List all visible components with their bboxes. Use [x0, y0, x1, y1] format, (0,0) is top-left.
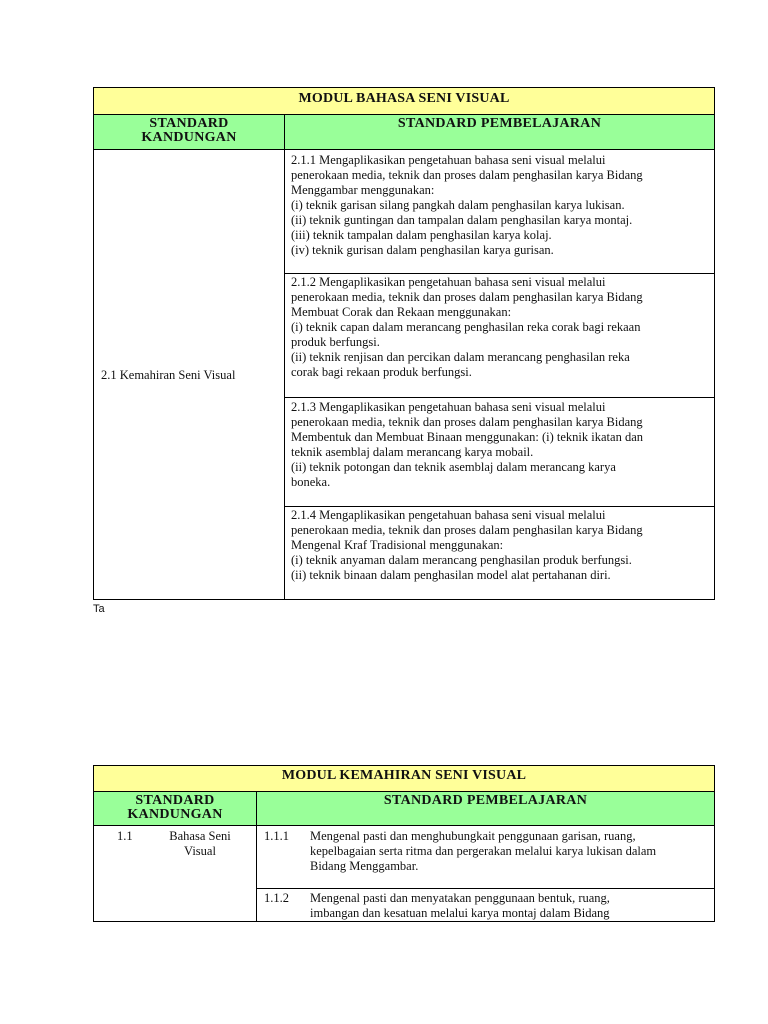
table1-row-2-1-4: 2.1.4 Mengaplikasikan pengetahuan bahasa seni visual melalui penerokaan media, teknik dan proses dalam penghasilan karya Bidang Mengenal Kraf Tradisional menggunakan: (i) teknik anyaman dalam merancang penghasilan produk berfungsi. (ii) teknik binaan dalam penghasilan model alat pertahanan diri. [291, 508, 643, 582]
table2-row-text-1: Mengenal pasti dan menghubungkait penggunaan garisan, ruang, kepelbagaian serta ritma dan pergerakan melalui karya lukisan dalam Bidang Menggambar. [310, 829, 657, 873]
table2-row-num-1: 1.1.1 [264, 829, 289, 843]
table1-row-2-1-1: 2.1.1 Mengaplikasikan pengetahuan bahasa seni visual melalui penerokaan media, teknik dan proses dalam penghasilan karya Bidang Menggambar menggunakan: (i) teknik garisan silang pangkah dalam penghasilan karya lukisan. (ii) teknik guntingan dan tampalan dalam penghasilan karya montaj. (iii) teknik tampalan dalam penghasilan karya kolaj. (iv) teknik gurisan dalam penghasilan karya gurisan. [291, 153, 643, 257]
table2-title: MODUL KEMAHIRAN SENI VISUAL [94, 766, 714, 791]
table2-kandungan-num: 1.1 [117, 829, 133, 843]
table2-header-pembelajaran: STANDARD PEMBELAJARAN [257, 792, 714, 825]
table1-header-kandungan: STANDARD KANDUNGAN [94, 115, 284, 149]
table2-row-num-2: 1.1.2 [264, 891, 289, 905]
stray-text: Ta [93, 603, 105, 615]
table2-kandungan-label: Bahasa Seni Visual [169, 829, 231, 858]
table1-row-2-1-3: 2.1.3 Mengaplikasikan pengetahuan bahasa seni visual melalui penerokaan media, teknik dan proses dalam penghasilan karya Bidang Membentuk dan Membuat Binaan menggunakan: (i) teknik ikatan dan teknik asemblaj dalam merancang karya mobail. (ii) teknik potongan dan teknik asemblaj dalam merancang karya boneka. [291, 400, 643, 489]
table2-header-kandungan: STANDARD KANDUNGAN [94, 792, 256, 825]
table1-title: MODUL BAHASA SENI VISUAL [94, 88, 714, 114]
table1-header-pembelajaran: STANDARD PEMBELAJARAN [285, 115, 714, 149]
table1-kandungan: 2.1 Kemahiran Seni Visual [101, 368, 236, 382]
table2-row-text-2: Mengenal pasti dan menyatakan penggunaan bentuk, ruang, imbangan dan kesatuan melalui karya montaj dalam Bidang [310, 891, 610, 920]
table1-row-2-1-2: 2.1.2 Mengaplikasikan pengetahuan bahasa seni visual melalui penerokaan media, teknik dan proses dalam penghasilan karya Bidang Membuat Corak dan Rekaan menggunakan: (i) teknik capan dalam merancang penghasilan reka corak bagi rekaan produk berfungsi. (ii) teknik renjisan dan percikan dalam merancang penghasilan reka corak bagi rekaan produk berfungsi. [291, 275, 643, 379]
